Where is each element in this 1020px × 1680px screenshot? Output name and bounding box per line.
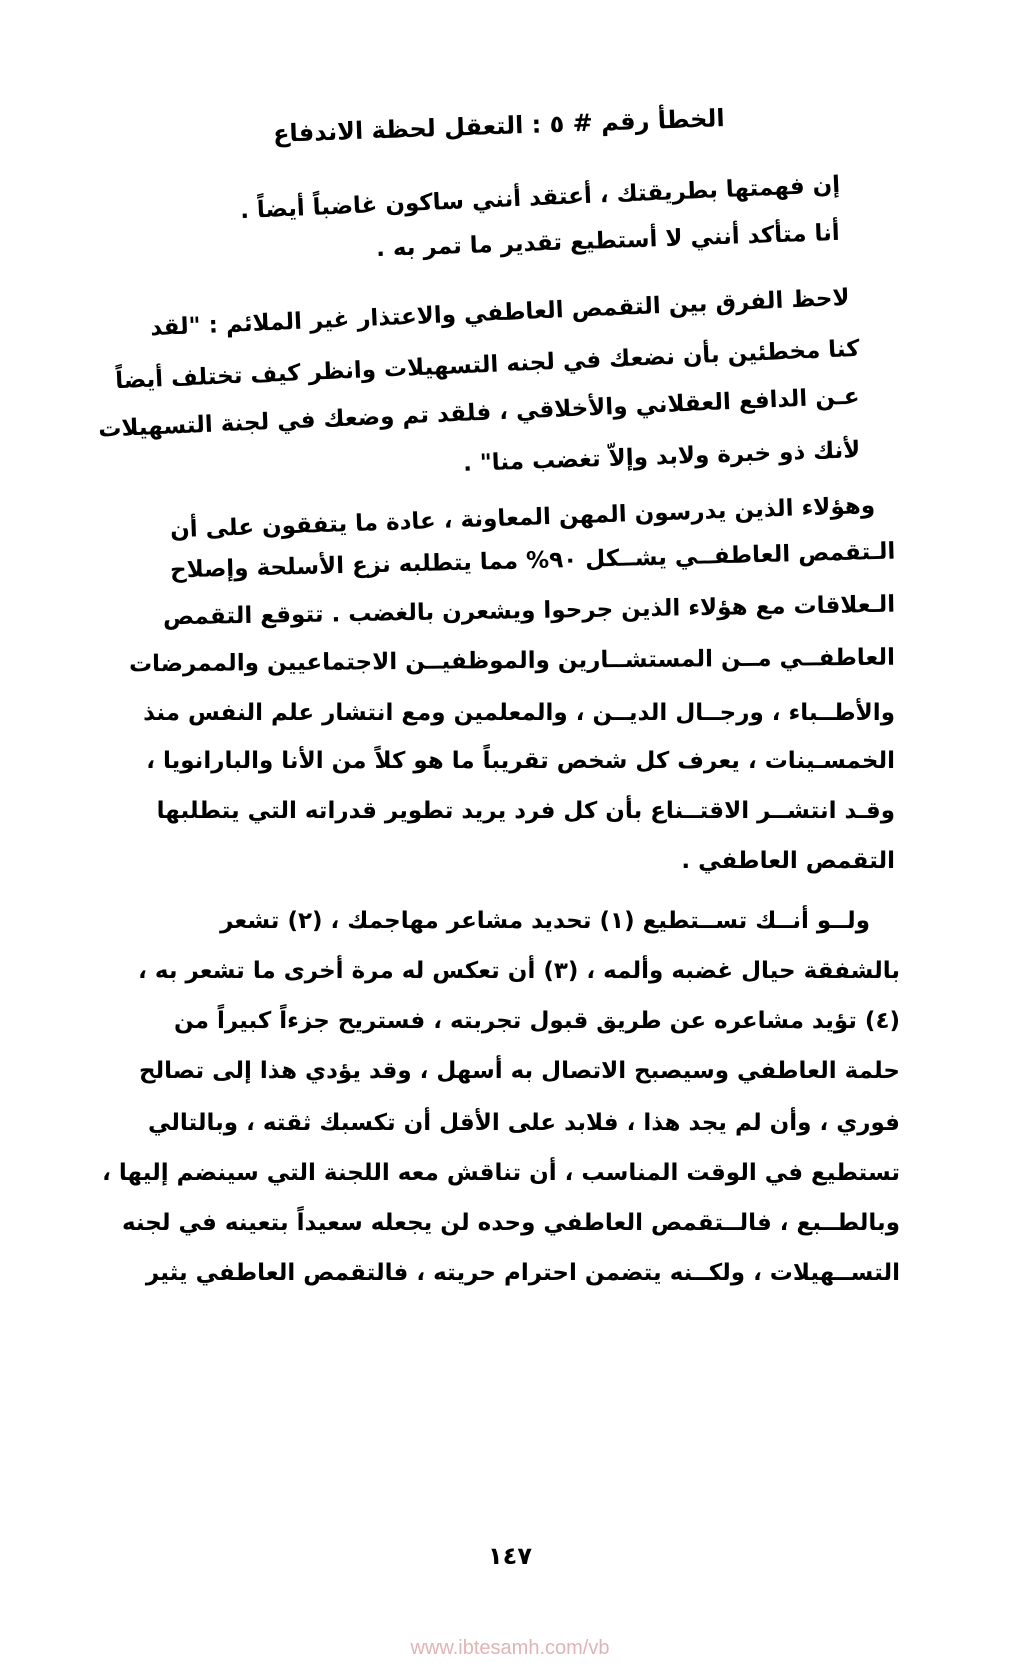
paragraph-line: وهؤلاء الذين يدرسون المهن المعاونة ، عادة ما يتفقون على أن (169, 492, 876, 544)
watermark-url: www.ibtesamh.com/vb (410, 1637, 610, 1659)
paragraph-line: التســهيلات ، ولكــنه يتضمن احترام حريته ، فالتقمص العاطفي يثير (145, 1260, 900, 1286)
paragraph-line: التقمص العاطفي . (681, 848, 895, 874)
paragraph-line: العاطفــي مــن المستشــارين والموظفيــن الاجتماعيين والممرضات (128, 644, 896, 678)
paragraph-line: وبالطــبع ، فالــتقمص العاطفي وحده لن يجعله سعيداً بتعينه في لجنه (121, 1210, 900, 1236)
paragraph-line: الخمسـينات ، يعرف كل شخص تقريباً ما هو كلاً من الأنا والبارانويا ، (146, 748, 895, 774)
paragraph-line: بالشفقة حيال غضبه وألمه ، (٣) أن تعكس له مرة أخرى ما تشعر به ، (138, 958, 900, 984)
section-title: الخطأ رقم # ٥ : التعقل لحظة الاندفاع (272, 104, 726, 148)
paragraph-line: والأطــباء ، ورجــال الديــن ، والمعلمين ومع انتشار علم النفس منذ (143, 700, 895, 726)
paragraph-line: الـتقمص العاطفــي يشــكل ٩٠% مما يتطلبه نزع الأسلحة وإصلاح (169, 538, 896, 584)
paragraph-line: (٤) تؤيد مشاعره عن طريق قبول تجربته ، فستريح جزءاً كبيراً من (174, 1008, 900, 1034)
paragraph-line: حلمة العاطفي وسيصبح الاتصال به أسهل ، وقد يؤدي هذا إلى تصالح (138, 1058, 900, 1084)
paragraph-line: كنا مخطئين بأن نضعك في لجنه التسهيلات وانظر كيف تختلف أيضاً (114, 335, 861, 395)
paragraph-line: أنا متأكد أنني لا أستطيع تقدير ما تمر به . (375, 219, 841, 263)
paragraph-line: الـعلاقات مع هؤلاء الذين جرحوا ويشعرن بالغضب . تتوقع التقمص (162, 591, 896, 631)
paragraph-line: إن فهمتها بطريقتك ، أعتقد أنني ساكون غاضباً أيضاً . (239, 171, 841, 225)
paragraph-line: لأنك ذو خبرة ولابد وإلاّ تغضب منا" . (462, 437, 861, 477)
paragraph-line: وقـد انتشــر الاقتــناع بأن كل فرد يريد تطوير قدراته التي يتطلبها (156, 798, 895, 824)
page-number: ١٤٧ (488, 1542, 532, 1570)
paragraph-line: عـن الدافع العقلاني والأخلاقي ، فلقد تم وضعك في لجنة التسهيلات (97, 383, 861, 443)
paragraph-line: فوري ، وأن لم يجد هذا ، فلابد على الأقل أن تكسبك ثقته ، وبالتالي (147, 1110, 900, 1136)
paragraph-line: لاحظ الفرق بين التقمص العاطفي والاعتذار غير الملائم : "لقد (149, 284, 851, 342)
paragraph-line: ولــو أنــك تســتطيع (١) تحديد مشاعر مهاجمك ، (٢) تشعر (220, 908, 870, 934)
paragraph-line: تستطيع في الوقت المناسب ، أن تناقش معه اللجنة التي سينضم إليها ، (102, 1160, 900, 1186)
